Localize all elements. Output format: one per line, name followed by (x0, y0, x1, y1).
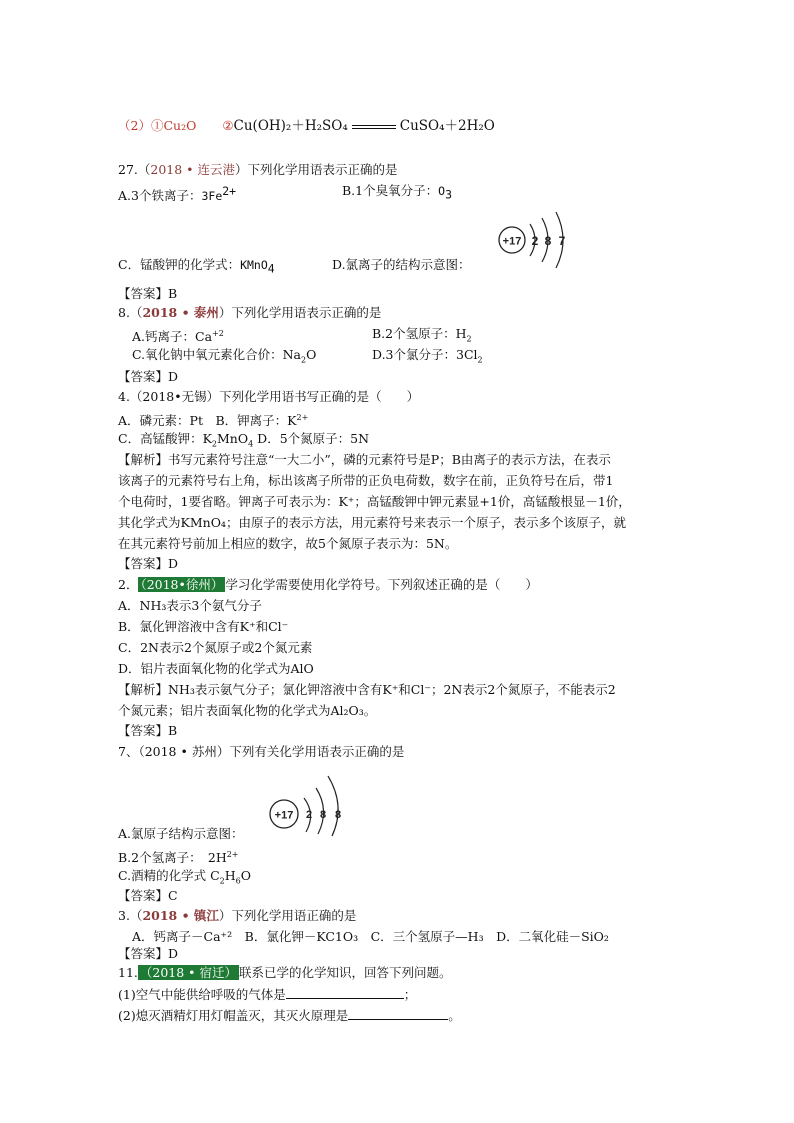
q27-answer: 【答案】B (118, 286, 178, 301)
chloride-ion-structure-diagram (494, 210, 584, 272)
equation-rhs: CuSO₄＋2H₂O (399, 118, 495, 134)
nucleus-label: +17 (274, 809, 294, 822)
shell-electrons-1: 2 (305, 809, 313, 821)
q2-answer: 【答案】B (118, 723, 178, 738)
q27-stem: 27.（2018 • 连云港）下列化学用语表示正确的是 (118, 162, 398, 177)
q27-source: 2018 • 连云港 (150, 162, 236, 177)
q3-answer: 【答案】D (118, 946, 179, 961)
q2-option-c: C．2N表示2个氮原子或2个氮元素 (118, 640, 313, 655)
q8-answer: 【答案】D (118, 369, 179, 384)
q2-option-a: A．NH₃表示3个氨气分子 (118, 598, 262, 613)
q7-stem: 7、（2018 • 苏州）下列有关化学用语表示正确的是 (118, 744, 405, 759)
q27-option-d: D.氯离子的结构示意图： (332, 257, 471, 272)
chlorine-atom-structure-diagram (264, 770, 360, 838)
q4-analysis-line-5: 在其元素符号前加上相应的数字，故5个氮原子表示为：5N。 (118, 536, 458, 551)
q4-stem: 4.（2018•无锡）下列化学用语书写正确的是（ ） (118, 389, 420, 404)
circle-two: ② (222, 118, 234, 133)
q7-option-c: C.酒精的化学式 $C_2H_6O$ (118, 868, 251, 886)
q8-option-a: A.钙离子：$Ca^{+2}$ (132, 329, 224, 345)
q7-option-b: B.2个氢离子： $2H^{2+}$ (118, 850, 239, 866)
q2-analysis-line-1: 【解析】NH₃表示氨气分子；氯化钾溶液中含有K⁺和Cl⁻；2N表示2个氮原子，不能表示2 (118, 682, 616, 697)
q11-blank-2[interactable] (348, 1007, 448, 1020)
answer-number: （2） (118, 118, 151, 133)
q2-source-highlight: （2018•徐州） (140, 577, 224, 592)
q3-stem: 3.（2018 • 镇江）下列化学用语正确的是 (118, 908, 357, 923)
q8-option-d: D.3个氯分子：$3Cl_2$ (372, 347, 483, 365)
q8-option-b: B.2个氢原子：$H_2$ (372, 326, 472, 344)
q4-options-ab: A．磷元素：Pt B．钾离子：$K^{2+}$ (118, 413, 309, 429)
q4-options-cd: C．高锰酸钾：$K_2MnO_4$ D．5个氮原子：5N (118, 431, 370, 449)
equation-arrow (352, 125, 396, 129)
q3-source: 2018 • 镇江 (142, 908, 219, 923)
q2-stem: 2． （2018•徐州） 学习化学需要使用化学符号。下列叙述正确的是（ ） (118, 577, 538, 592)
q4-answer: 【答案】D (118, 556, 179, 571)
shell-electrons-2: 8 (319, 809, 327, 821)
q27-option-b: B.1个臭氧分子：$O_3$ (342, 183, 452, 202)
nucleus-label: +17 (502, 235, 522, 248)
q4-analysis-line-1: 【解析】书写元素符号注意“一大二小”，磷的元素符号是P；B由离子的表示方法，在表示 (118, 452, 611, 467)
q27-option-a: A.3个铁离子：$3Fe^{2+}$ (118, 184, 237, 204)
q11-source-highlight: （2018 • 宿迁） (139, 965, 238, 980)
q4-analysis-line-4: 其化学式为KMnO₄；由原子的表示方法，用元素符号来表示一个原子，表示多个该原子，就 (118, 515, 626, 530)
circle-one: ① (150, 118, 164, 133)
q11-item-2: (2)熄灭酒精灯用灯帽盖灭，其灭火原理是 。 (118, 1008, 461, 1023)
q27-option-c: C．锰酸钾的化学式：KMnO$_4$ (118, 257, 275, 276)
q8-stem: 8.（2018 • 泰州）下列化学用语表示正确的是 (118, 305, 382, 320)
equation-lhs: Cu(OH)₂＋H₂SO₄ (233, 118, 348, 134)
top-answer-line (118, 118, 495, 134)
q2-option-d: D．铝片表面氧化物的化学式为AlO (118, 661, 314, 676)
q4-analysis-line-3: 个电荷时，1要省略。钾离子可表示为：K⁺；高锰酸钾中钾元素显+1价，高锰酸根显－1价， (118, 494, 631, 509)
q11-blank-1[interactable] (286, 986, 404, 999)
cu2o-formula: Cu₂O (163, 118, 197, 133)
q2-analysis-line-2: 个氮元素；铝片表面氧化物的化学式为Al₂O₃。 (118, 703, 377, 718)
shell-electrons-3: 8 (334, 809, 342, 821)
shell-electrons-1: 2 (531, 234, 539, 248)
q4-analysis-line-2: 该离子的元素符号右上角，标出该离子所带的正负电荷数，数字在前，正负符号在后，带1 (118, 473, 614, 488)
q11-stem: 11. （2018 • 宿迁） 联系已学的化学知识，回答下列问题。 (118, 965, 452, 980)
q2-option-b: B．氯化钾溶液中含有K⁺和Cl⁻ (118, 619, 289, 634)
shell-electrons-2: 8 (544, 234, 552, 248)
shell-arc-3 (328, 776, 338, 836)
q8-option-c: C.氧化钠中氧元素化合价：$Na_2O$ (132, 347, 317, 365)
q7-answer: 【答案】C (118, 888, 178, 903)
q8-source: 2018 • 泰州 (142, 305, 219, 320)
q3-options: A．钙离子－Ca⁺² B．氯化钾－KC1O₃ C．三个氢原子—H₃ D．二氧化硅－SiO₂ (132, 929, 609, 944)
q7-option-a: A.氯原子结构示意图： (118, 826, 244, 841)
shell-electrons-3: 7 (558, 234, 566, 248)
q11-item-1: (1)空气中能供给呼吸的气体是 ； (118, 987, 417, 1002)
